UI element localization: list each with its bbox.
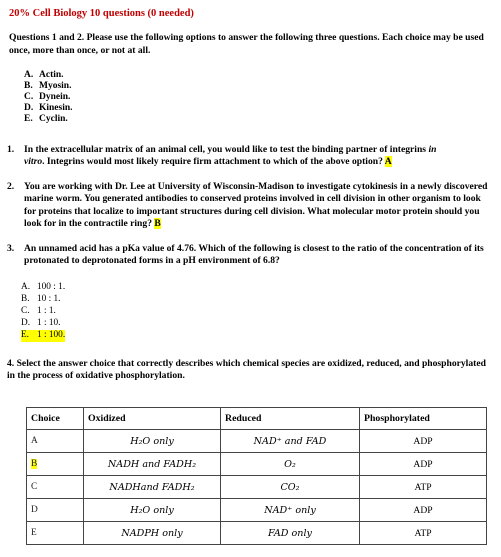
ratio-option-e: E. 1 : 100. [21,330,66,340]
col-header-phosphorylated: Phosphorylated [360,408,487,430]
ratio-option-b: B. 10 : 1. [21,294,61,304]
reduced-cell: CO₂ [221,476,360,499]
intro-text: Questions 1 and 2. Please use the following options to answer the following three questions. Each choice may be used once, more than once, or not at all. [9,32,484,56]
ratio-option-d: D. 1 : 10. [21,318,61,328]
choice-cell: C [27,476,84,499]
choice-highlight: B [31,459,38,469]
question-1-number: 1. [7,144,15,155]
choice-cell [27,453,84,476]
question-2-answer: B [154,218,161,230]
table-row [27,476,487,499]
option-b: B. Myosin. [24,81,72,91]
oxidized-cell: NADHand FADH₂ [84,476,221,499]
phosphorylated-cell: ADP [360,430,487,453]
oxidized-cell: H₂O only [84,499,221,522]
option-d: D. Kinesin. [24,103,73,113]
question-2-text: You are working with Dr. Lee at University of Wisconsin-Madison to investigate cytokinesis in a newly discovered marine worm. You generated antibodies to conserved proteins involved in cell division in other organism to look for proteins that localize to important structures during cell division. What molecular motor protein should you look for in the contractile ring? B [24,181,488,230]
reduced-cell: NAD⁺ and FAD [221,430,360,453]
phosphorylated-cell: ADP [360,453,487,476]
choice-cell: D [27,499,84,522]
col-header-choice: Choice [27,408,84,430]
phosphorylated-cell: ATP [360,522,487,545]
table-row [27,453,487,476]
question-4-text: 4. Select the answer choice that correctly describes which chemical species are oxidized, reduced, and phosphorylated in the process of oxidative phosphorylation. [7,358,486,382]
ratio-option-c: C. 1 : 1. [21,306,56,316]
table-row [27,522,487,545]
question-3-number: 3. [7,243,15,254]
table-row [27,430,487,453]
oxidized-cell: NADH and FADH₂ [84,453,221,476]
option-c: C. Dynein. [24,92,71,102]
choice-cell: E [27,522,84,545]
ratio-option-a: A. 100 : 1. [21,282,66,292]
reduced-cell: FAD only [221,522,360,545]
question-1-answer: A [384,156,392,168]
col-header-reduced: Reduced [221,408,360,430]
phosphorylated-cell: ATP [360,476,487,499]
reduced-cell: O₂ [221,453,360,476]
answer-table [26,407,487,545]
option-e: E. Cyclin. [24,114,68,124]
page-header: 20% Cell Biology 10 questions (0 needed) [9,8,194,19]
oxidized-cell: H₂O only [84,430,221,453]
question-2-number: 2. [7,181,15,192]
oxidized-cell: NADPH only [84,522,221,545]
table-row [27,499,487,522]
question-1-text: In the extracellular matrix of an animal cell, you would like to test the binding partner of integrins in vitro. Integrins would most likely require firm attachment to which of the above option? A [24,144,437,168]
col-header-oxidized: Oxidized [84,408,221,430]
choice-cell: A [27,430,84,453]
option-a: A. Actin. [24,70,64,80]
phosphorylated-cell: ADP [360,499,487,522]
table-header-row [27,408,487,430]
reduced-cell: NAD⁺ only [221,499,360,522]
question-3-text: An unnamed acid has a pKa value of 4.76. Which of the following is closest to the ratio of the concentration of its protonated to deprotonated forms in a pH environment of 6.8? [24,243,484,267]
